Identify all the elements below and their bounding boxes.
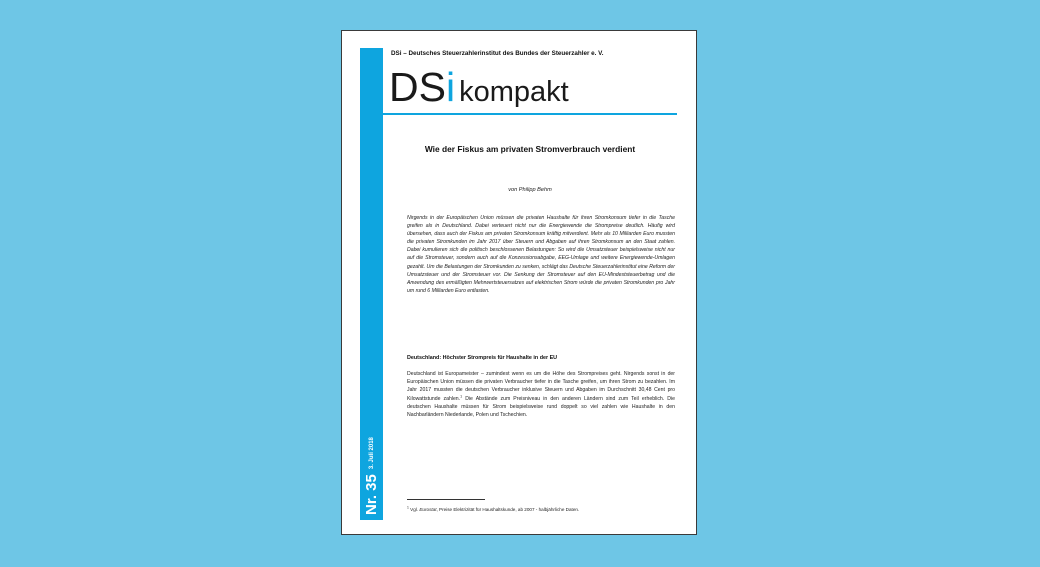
footnote-divider xyxy=(407,499,485,500)
document-page xyxy=(341,30,697,535)
brand-ds: DS xyxy=(389,64,446,110)
issue-label xyxy=(360,401,383,521)
footnote-text: , Preise Elektrizität für Haushaltskunde, ab 2007 - halbjährliche Daten. xyxy=(436,507,580,512)
footnote-prefix: Vgl. xyxy=(408,507,420,512)
footnote-reference[interactable]: 1 xyxy=(460,393,463,398)
body-paragraph xyxy=(407,370,675,419)
brand-kompakt: kompakt xyxy=(459,76,569,108)
brand-i: i xyxy=(445,64,456,110)
brand-underline xyxy=(383,113,677,115)
brand-logo xyxy=(389,64,569,110)
footnote-mark: 1 xyxy=(407,505,409,510)
issue-number: Nr. 35 xyxy=(363,474,380,515)
footnote-source: Eurostat xyxy=(419,507,437,512)
body-text-part1: Deutschland ist Europameister – zumindest wenn es um die Höhe des Strompreises geht. Nirgends sonst in der Europäischen Union müssen die privaten Verbraucher tiefer in die Tasche greifen, um ihren Strom zu bezahlen. Im Jahr 2017 mussten die deutschen Verbraucher inklusive Steuern und Abgaben im Durchschnitt 30,48 Cent pro Kilowattstunde zahlen. xyxy=(407,371,675,402)
section-heading: Deutschland: Höchster Strompreis für Haushalte in der EU xyxy=(407,355,558,361)
institute-name: DSi – Deutsches Steuerzahlerinstitut des Bundes der Steuerzahler e. V. xyxy=(391,50,604,57)
abstract-text: Nirgends in der Europäischen Union müssen die privaten Haushalte für ihren Stromkonsum tiefer in die Tasche greifen als in Deutschland. Dabei verteuert nicht nur die Energiewende die Strompreise deutlich. Häufig wird übersehen, dass auch der Fiskus am privaten Stromkonsum kräftig mitverdient. Mehr als 10 Milliarden Euro mussten die privaten Stromkunden im Jahr 2017 über Steuern und Abgaben auf ihren Stromkonsum an den Staat zahlen. Dabei kumulieren sich die politisch beschlossenen Belastungen: So wird die Umsatzsteuer beispielsweise nicht nur auf die Stromsteuer, sondern auch auf die Konzessionsabgabe, EEG-Umlage und weitere Energiewende-Umlagen gezahlt. Um die Belastungen der Stromkunden zu senken, schlägt das Deutsche Steuerzahlerinstitut eine Reform der Umsatzsteuer und der Stromsteuer vor. Die Senkung der Stromsteuer auf den EU-Mindeststeuerbetrag und die Anwendung des ermäßigten Mehrwertsteuersatzes auf elektrischen Strom würde die privaten Stromkunden pro Jahr um rund 6 Milliarden Euro entlasten. xyxy=(407,215,675,294)
document-title: Wie der Fiskus am privaten Stromverbrauch verdient xyxy=(424,144,636,154)
footnote xyxy=(407,507,579,512)
issue-date: 3. Juli 2018 xyxy=(368,437,375,470)
body-text-part2: Die Abstände zum Preisniveau in den anderen Ländern sind zum Teil erheblich. Die deutschen Haushalte müssen für Strom beispielsweise rund doppelt so viel zahlen wie Haushalte in den Nachbarländern Niederlande, Polen und Tschechien. xyxy=(407,395,675,419)
author-line: von Philipp Behm xyxy=(508,187,552,193)
